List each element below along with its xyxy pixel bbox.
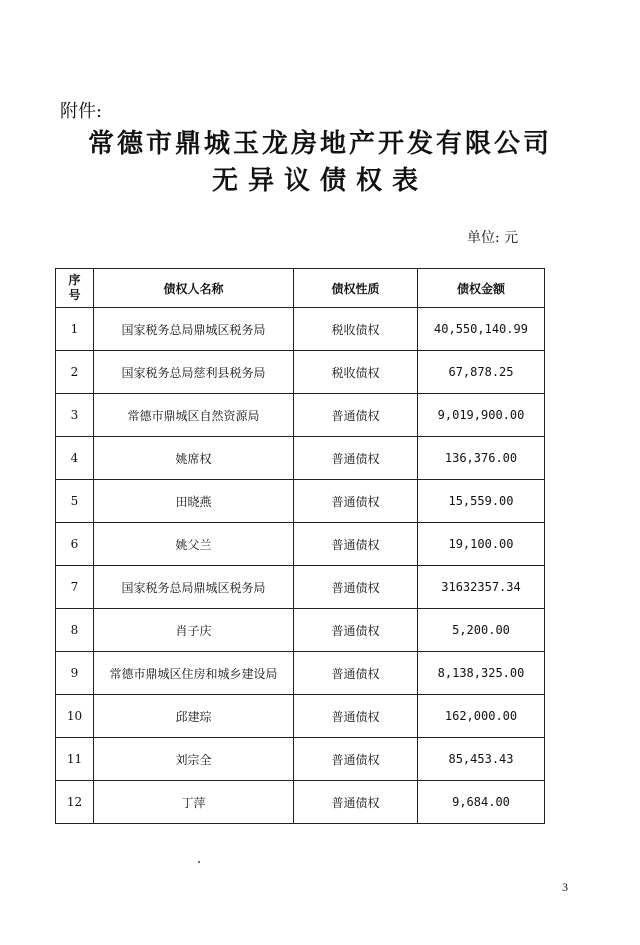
cell-amount: 9,019,900.00 bbox=[418, 394, 545, 437]
cell-amount: 5,200.00 bbox=[418, 609, 545, 652]
cell-name: 姚父兰 bbox=[94, 523, 294, 566]
cell-seq: 11 bbox=[56, 738, 94, 781]
table-row bbox=[56, 652, 545, 695]
cell-amount: 40,550,140.99 bbox=[418, 308, 545, 351]
table-row bbox=[56, 695, 545, 738]
cell-name: 国家税务总局鼎城区税务局 bbox=[94, 308, 294, 351]
cell-nature: 普通债权 bbox=[294, 437, 418, 480]
header-amount: 债权金额 bbox=[418, 269, 545, 308]
table-row bbox=[56, 523, 545, 566]
cell-name: 姚席权 bbox=[94, 437, 294, 480]
cell-nature: 普通债权 bbox=[294, 695, 418, 738]
table-row bbox=[56, 609, 545, 652]
cell-seq: 1 bbox=[56, 308, 94, 351]
cell-amount: 9,684.00 bbox=[418, 781, 545, 824]
cell-seq: 4 bbox=[56, 437, 94, 480]
cell-nature: 普通债权 bbox=[294, 652, 418, 695]
cell-nature: 普通债权 bbox=[294, 781, 418, 824]
table-row bbox=[56, 781, 545, 824]
cell-amount: 19,100.00 bbox=[418, 523, 545, 566]
cell-amount: 31632357.34 bbox=[418, 566, 545, 609]
attachment-label: 附件: bbox=[60, 101, 103, 122]
table-row bbox=[56, 308, 545, 351]
cell-name: 国家税务总局慈利县税务局 bbox=[94, 351, 294, 394]
cell-nature: 普通债权 bbox=[294, 394, 418, 437]
cell-nature: 税收债权 bbox=[294, 308, 418, 351]
cell-amount: 67,878.25 bbox=[418, 351, 545, 394]
unit-label: 单位: 元 bbox=[467, 230, 519, 246]
cell-nature: 普通债权 bbox=[294, 609, 418, 652]
speck-mark bbox=[198, 861, 200, 863]
claims-table bbox=[55, 268, 545, 824]
cell-seq: 7 bbox=[56, 566, 94, 609]
table-row bbox=[56, 480, 545, 523]
cell-name: 田晓燕 bbox=[94, 480, 294, 523]
cell-name: 国家税务总局鼎城区税务局 bbox=[94, 566, 294, 609]
document-subtitle: 无异议债权表 bbox=[211, 166, 428, 196]
header-seq-text: 序号 bbox=[68, 273, 81, 302]
header-seq bbox=[56, 269, 94, 308]
header-nature: 债权性质 bbox=[294, 269, 418, 308]
cell-amount: 136,376.00 bbox=[418, 437, 545, 480]
cell-nature: 税收债权 bbox=[294, 351, 418, 394]
header-name: 债权人名称 bbox=[94, 269, 294, 308]
cell-seq: 5 bbox=[56, 480, 94, 523]
cell-seq: 2 bbox=[56, 351, 94, 394]
cell-amount: 85,453.43 bbox=[418, 738, 545, 781]
table-row bbox=[56, 437, 545, 480]
cell-name: 常德市鼎城区住房和城乡建设局 bbox=[94, 652, 294, 695]
page-number: 3 bbox=[562, 880, 568, 894]
cell-nature: 普通债权 bbox=[294, 738, 418, 781]
table-row bbox=[56, 351, 545, 394]
document-title: 常德市鼎城玉龙房地产开发有限公司 bbox=[87, 129, 552, 159]
cell-name: 邱建琮 bbox=[94, 695, 294, 738]
cell-name: 肖子庆 bbox=[94, 609, 294, 652]
table-row bbox=[56, 566, 545, 609]
table-row bbox=[56, 738, 545, 781]
cell-amount: 8,138,325.00 bbox=[418, 652, 545, 695]
cell-seq: 6 bbox=[56, 523, 94, 566]
cell-seq: 3 bbox=[56, 394, 94, 437]
cell-name: 常德市鼎城区自然资源局 bbox=[94, 394, 294, 437]
cell-nature: 普通债权 bbox=[294, 523, 418, 566]
cell-seq: 8 bbox=[56, 609, 94, 652]
cell-nature: 普通债权 bbox=[294, 566, 418, 609]
table-row bbox=[56, 394, 545, 437]
table-header-row bbox=[56, 269, 545, 308]
cell-seq: 9 bbox=[56, 652, 94, 695]
cell-amount: 162,000.00 bbox=[418, 695, 545, 738]
cell-name: 刘宗全 bbox=[94, 738, 294, 781]
cell-nature: 普通债权 bbox=[294, 480, 418, 523]
cell-seq: 10 bbox=[56, 695, 94, 738]
cell-amount: 15,559.00 bbox=[418, 480, 545, 523]
cell-name: 丁萍 bbox=[94, 781, 294, 824]
cell-seq: 12 bbox=[56, 781, 94, 824]
